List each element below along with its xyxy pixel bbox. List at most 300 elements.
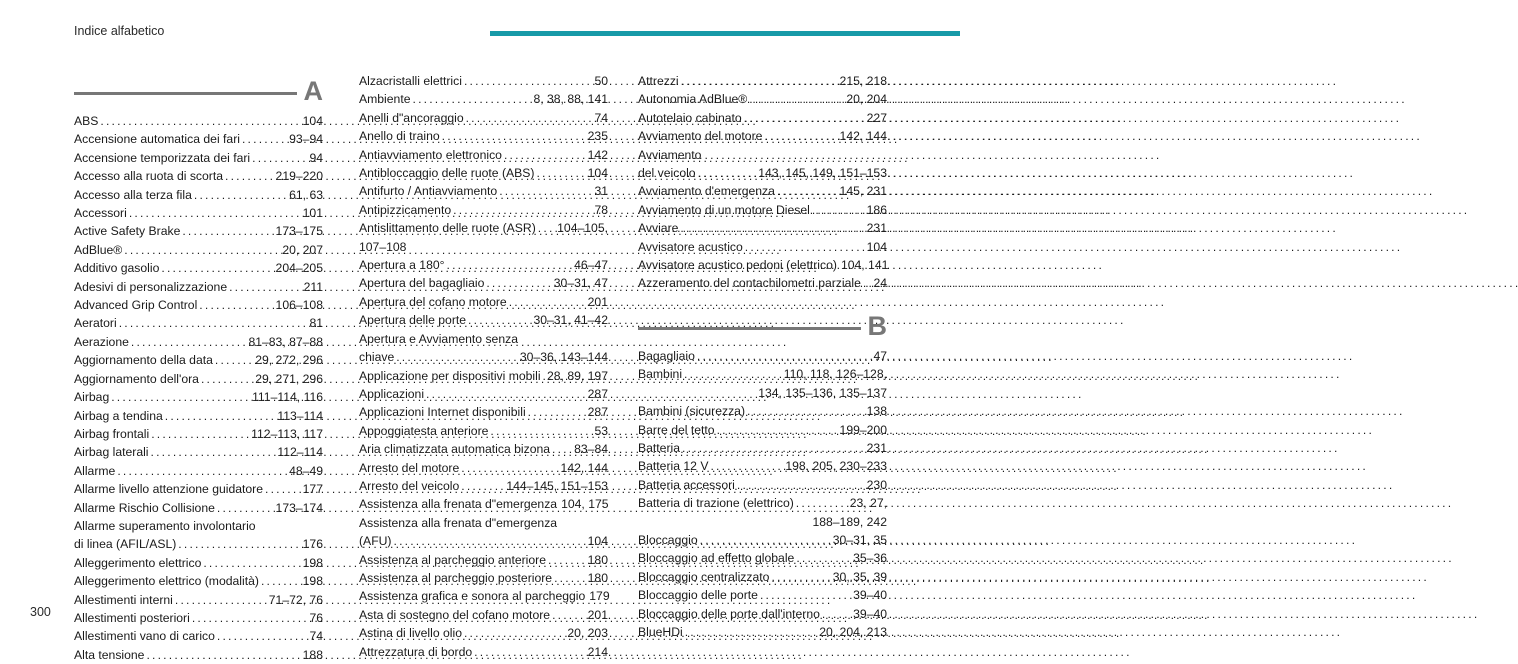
index-entry-term: Allarme livello attenzione guidatore — [74, 482, 264, 497]
dot-leader — [464, 72, 592, 90]
index-entry-line — [638, 531, 887, 549]
index-entry-list — [638, 347, 887, 642]
dot-leader — [466, 109, 593, 127]
index-entry-pages: 23, 27, — [849, 496, 887, 511]
index-entry-line — [74, 167, 323, 185]
index-entry-pages: 111–114, 116 — [252, 390, 323, 405]
index-entry-pages: 74 — [594, 110, 608, 125]
index-entry-term: AdBlue® — [74, 242, 123, 257]
index-entry-term: Aeratori — [74, 316, 117, 331]
index-entry — [74, 517, 323, 554]
index-entry — [74, 296, 323, 314]
index-entry-pages: 198 — [302, 555, 323, 570]
dot-leader — [129, 204, 301, 222]
index-entry-pages: 104 — [866, 239, 887, 254]
dot-leader — [536, 164, 585, 182]
dot-leader — [745, 238, 865, 256]
index-entry-term: Allestimenti posteriori — [74, 610, 190, 625]
index-entry-line — [638, 402, 887, 420]
section-letter: A — [303, 76, 323, 106]
page-header-title: Indice alfabetico — [74, 24, 165, 38]
index-entry — [74, 370, 323, 388]
index-entry — [638, 219, 887, 237]
index-entry-pages: 230 — [866, 477, 887, 492]
index-entry-term: Astina di livello olio — [359, 626, 462, 641]
index-entry-pages: 81–83, 87–88 — [248, 334, 323, 349]
index-entry-pages: 214 — [587, 644, 608, 659]
dot-leader — [447, 256, 573, 274]
index-entry-line — [74, 646, 323, 664]
dot-leader — [201, 370, 253, 388]
dot-leader — [165, 407, 276, 425]
dot-leader — [192, 609, 308, 627]
index-entry-line — [74, 609, 323, 627]
index-entry — [638, 623, 887, 641]
dot-leader — [681, 72, 838, 90]
dot-leader — [749, 90, 844, 108]
dot-leader — [215, 351, 253, 369]
index-entry-line — [74, 149, 323, 167]
index-entry-term: Aerazione — [74, 334, 129, 349]
index-entry-term: Avviare — [638, 221, 679, 236]
index-entry-term: Bloccaggio centralizzato — [638, 569, 770, 584]
index-entry — [359, 72, 608, 90]
index-entry-term: Accesso alla terza fila — [74, 187, 192, 202]
index-entry-term: Bagagliaio — [638, 348, 695, 363]
index-entry-term: Avviamento d'emergenza — [638, 184, 775, 199]
index-entry — [359, 146, 608, 164]
index-entry — [638, 146, 887, 183]
dot-leader — [203, 554, 300, 572]
index-entry-line — [359, 367, 608, 385]
index-entry — [74, 627, 323, 645]
index-entry-line — [359, 569, 608, 587]
index-column-1 — [74, 60, 323, 664]
index-entry-pages: 47 — [873, 348, 887, 363]
index-entry-line — [638, 549, 887, 567]
dot-leader — [124, 241, 280, 259]
dot-leader — [684, 365, 782, 383]
index-entry-line — [74, 499, 323, 517]
index-entry-term: Active Safety Brake — [74, 224, 181, 239]
index-entry-pages: 180 — [587, 570, 608, 585]
index-entry-pages-continued: 134, 135–136, 135–137 — [758, 385, 887, 400]
section-letter: B — [867, 310, 887, 341]
index-entry-line — [74, 370, 323, 388]
index-entry — [359, 403, 608, 421]
index-entry-term: Asta di sostegno del cofano motore — [359, 607, 551, 622]
index-entry-pages: 71–72, 76 — [268, 592, 323, 607]
index-entry-pages: 104 — [587, 534, 608, 549]
index-entry-line — [74, 480, 323, 498]
index-entry-line — [74, 535, 323, 553]
index-entry-pages: 231 — [866, 221, 887, 236]
index-entry-line — [74, 627, 323, 645]
dot-leader — [554, 569, 586, 587]
index-entry-pages: 173–175 — [275, 224, 323, 239]
index-entry — [359, 495, 608, 513]
index-entry-term: Autonomia AdBlue® — [638, 92, 748, 107]
dot-leader — [543, 367, 545, 385]
dot-leader — [486, 274, 551, 292]
index-entry-pages: 106–108 — [275, 298, 323, 313]
index-entry — [638, 365, 887, 402]
index-entry-term: Allestimenti vano di carico — [74, 629, 215, 644]
index-entry-pages: 29, 272, 296 — [255, 353, 323, 368]
dot-leader — [426, 385, 586, 403]
index-entry-pages: 53 — [594, 423, 608, 438]
index-entry-pages: 101 — [302, 206, 323, 221]
index-entry — [638, 274, 887, 292]
dot-leader — [499, 182, 592, 200]
index-entry — [359, 109, 608, 127]
index-entry-pages: 46–47 — [574, 258, 608, 273]
dot-leader — [490, 422, 592, 440]
page-number: 300 — [30, 605, 51, 619]
index-entry-pages: 50 — [594, 74, 608, 88]
dot-leader — [225, 167, 274, 185]
index-entry — [74, 609, 323, 627]
index-entry — [359, 274, 608, 292]
index-entry-term: Accensione automatica dei fari — [74, 132, 240, 147]
dot-leader — [822, 605, 851, 623]
index-entry — [638, 568, 887, 586]
index-entry-term: Assistenza alla frenata d"emergenza — [359, 497, 558, 512]
index-entry-line — [638, 494, 887, 512]
dot-leader — [394, 532, 586, 550]
index-entry-line — [638, 127, 887, 145]
dot-leader — [698, 164, 757, 182]
dot-leader — [442, 127, 586, 145]
index-entry-line — [359, 201, 608, 219]
index-entry — [74, 480, 323, 498]
index-entry-pages: 39–40 — [853, 606, 887, 621]
index-entry — [359, 367, 608, 385]
dot-leader — [194, 186, 287, 204]
index-entry-term: ABS — [74, 114, 99, 128]
index-entry — [638, 457, 887, 475]
index-entry-line — [74, 259, 323, 277]
index-entry — [74, 112, 323, 130]
index-entry-line — [359, 219, 608, 237]
index-entry — [359, 624, 608, 642]
index-entry-term: Arresto del veicolo — [359, 478, 460, 493]
dot-leader — [685, 623, 818, 641]
index-entry-pages: 83–84 — [574, 442, 608, 457]
index-entry-pages: 104–105, — [557, 221, 608, 236]
dot-leader — [710, 457, 783, 475]
index-entry-term: Airbag frontali — [74, 426, 150, 441]
index-entry-pages: 30–31, 41–42 — [533, 313, 608, 328]
dot-leader — [413, 90, 532, 108]
index-entry — [74, 591, 323, 609]
dot-leader — [682, 439, 865, 457]
index-entry-line — [359, 587, 608, 605]
dot-leader — [242, 130, 287, 148]
section-heading — [74, 74, 323, 110]
index-entry-line — [359, 127, 608, 145]
index-entry-pages: 20, 204 — [846, 92, 887, 107]
index-entry-term: Azzeramento del contachilometri parziale — [638, 276, 861, 291]
index-entry-term: Anelli d"ancoraggio — [359, 110, 464, 125]
index-entry-pages: 104, 141 — [840, 258, 889, 273]
index-entry — [74, 130, 323, 148]
index-entry-term: Aggiornamento della data — [74, 353, 213, 368]
dot-leader — [764, 127, 837, 145]
index-entry-term: Accesso alla ruota di scorta — [74, 169, 224, 184]
index-entry-line — [359, 551, 608, 569]
index-entry — [359, 201, 608, 219]
index-entry-pages: 287 — [587, 386, 608, 401]
index-entry-line — [359, 72, 608, 90]
index-entry — [359, 293, 608, 311]
index-entry-term: Antiavviamento elettronico — [359, 147, 502, 162]
dot-leader — [468, 311, 531, 329]
index-entry-line — [359, 90, 608, 108]
index-entry-term: Antifurto / Antiavviamento — [359, 184, 498, 199]
index-entry-line — [638, 623, 887, 641]
index-entry-term: Attrezzi — [638, 74, 679, 88]
index-entry-line — [74, 241, 323, 259]
index-entry-line — [638, 365, 887, 383]
index-entry — [638, 421, 887, 439]
index-entry-term: Antislittamento delle ruote (ASR) — [359, 221, 536, 236]
index-entry-line — [74, 443, 323, 461]
dot-leader — [217, 627, 308, 645]
index-entry-line — [638, 439, 887, 457]
dot-leader — [131, 333, 247, 351]
index-entry-line — [638, 238, 887, 256]
index-entry-term: Accensione temporizzata dei fari — [74, 150, 251, 165]
index-entry — [359, 459, 608, 477]
section-rule — [74, 92, 297, 95]
index-entry-line — [359, 643, 608, 661]
index-entry-pages: 113–114 — [277, 408, 323, 423]
index-entry-term: Avvisatore acustico — [638, 239, 743, 254]
index-entry-line — [74, 130, 323, 148]
index-entry-line — [638, 201, 887, 219]
dot-leader — [229, 278, 301, 296]
dot-leader — [146, 646, 300, 664]
index-entry-pages: 30–31, 35 — [832, 532, 887, 547]
index-entry — [74, 572, 323, 590]
dot-leader — [252, 149, 307, 167]
index-entry-term: Airbag a tendina — [74, 408, 163, 423]
index-entry — [638, 127, 887, 145]
index-entry — [638, 90, 887, 108]
index-entry-line — [638, 164, 887, 182]
index-entry-pages: 138 — [866, 404, 887, 419]
index-entry-line — [359, 403, 608, 421]
index-entry-pages: 142, 144 — [560, 460, 608, 475]
index-entry-line — [359, 606, 608, 624]
index-entry-line — [359, 532, 608, 550]
dot-leader — [697, 347, 872, 365]
index-entry-pages: 198, 205, 230–233 — [785, 459, 887, 474]
index-entry-line — [638, 586, 887, 604]
index-entry — [359, 643, 608, 661]
index-entry-term: Autotelaio cabinato — [638, 110, 742, 125]
index-entry — [74, 554, 323, 572]
index-entry-line — [74, 591, 323, 609]
index-entry-term: Bloccaggio — [638, 532, 698, 547]
dot-leader — [700, 531, 831, 549]
index-entry-line — [74, 388, 323, 406]
index-entry — [74, 278, 323, 296]
index-entry-pages: 235 — [587, 129, 608, 144]
index-entry-pages: 186 — [866, 202, 887, 217]
index-entry-line — [74, 314, 323, 332]
index-entry-term: Batteria 12 V — [638, 459, 709, 474]
index-entry-line — [638, 476, 887, 494]
dot-leader — [151, 425, 249, 443]
index-entry-pages: 199–200 — [839, 422, 887, 437]
index-entry — [638, 402, 887, 420]
dot-leader — [175, 591, 267, 609]
index-entry-pages: 219–220 — [275, 169, 323, 184]
dot-leader — [464, 624, 565, 642]
index-entry-line — [74, 296, 323, 314]
dot-leader — [717, 421, 838, 439]
index-entry-pages: 104 — [302, 114, 323, 128]
dot-leader — [552, 440, 572, 458]
index-entry-pages: 215, 218 — [839, 74, 887, 88]
index-entry-term-line: Allarme superamento involontario — [74, 518, 256, 533]
index-entry-pages: 188 — [302, 647, 323, 662]
index-entry-line — [638, 457, 887, 475]
index-entry-term: Applicazione per dispositivi mobili — [359, 368, 541, 383]
index-entry-pages: 48–49 — [289, 463, 323, 478]
index-entry-line — [359, 256, 608, 274]
index-entry — [638, 531, 887, 549]
index-entry — [74, 204, 323, 222]
index-entry — [638, 72, 887, 90]
index-entry — [638, 605, 887, 623]
index-entry — [359, 385, 608, 403]
index-entry-line — [638, 568, 887, 586]
section-rule — [638, 327, 861, 330]
index-entry-term: Apertura del cofano motore — [359, 294, 507, 309]
index-entry-line — [638, 274, 887, 292]
index-entry — [359, 182, 608, 200]
index-entry-pages: 104, 175 — [561, 497, 609, 512]
index-column-2 — [359, 72, 608, 661]
index-entry-term: Assistenza al parcheggio anteriore — [359, 552, 546, 567]
dot-leader — [760, 586, 851, 604]
index-entry-line — [359, 385, 608, 403]
index-entry-line — [359, 182, 608, 200]
index-entry — [359, 569, 608, 587]
index-entry-term: Apertura a 180° — [359, 258, 445, 273]
index-entry-list — [638, 72, 887, 293]
index-entry — [74, 186, 323, 204]
index-entry — [74, 149, 323, 167]
index-entry — [74, 462, 323, 480]
index-entry-term: Aria climatizzata automatica bizona — [359, 442, 551, 457]
index-entry-list — [359, 72, 608, 661]
dot-leader — [453, 201, 592, 219]
dot-leader — [217, 499, 274, 517]
index-entry-pages: 110, 118, 126–128, — [783, 367, 887, 382]
index-entry — [359, 606, 608, 624]
index-entry-pages: 211 — [303, 279, 323, 294]
index-entry-term: Allarme Rischio Collisione — [74, 500, 215, 515]
index-entry-term: Arresto del motore — [359, 460, 460, 475]
index-entry-line — [359, 459, 608, 477]
dot-leader — [111, 388, 250, 406]
index-entry-list — [74, 112, 323, 664]
index-entry-term: Batteria — [638, 440, 681, 455]
dot-leader — [117, 462, 287, 480]
index-entry-line — [74, 554, 323, 572]
index-entry-line — [638, 90, 887, 108]
index-entry-term: Attrezzatura di bordo — [359, 644, 473, 659]
index-entry-pages: 142, 144 — [839, 129, 887, 144]
index-entry — [359, 514, 608, 551]
index-entry — [74, 388, 323, 406]
index-entry — [638, 586, 887, 604]
index-entry-line — [74, 351, 323, 369]
index-entry-pages: 28, 89, 197 — [547, 368, 608, 383]
index-entry-pages: 144–145, 151–153 — [506, 478, 608, 493]
dot-leader — [744, 109, 865, 127]
index-entry-term: Anello di traino — [359, 129, 440, 144]
index-entry-term: Ambiente — [359, 92, 411, 107]
index-entry-pages: 142 — [587, 147, 608, 162]
index-entry — [638, 494, 887, 531]
dot-leader — [504, 146, 586, 164]
index-entry-pages: 180 — [587, 552, 608, 567]
index-entry-line — [638, 347, 887, 365]
index-entry-term: Alta tensione — [74, 647, 145, 662]
index-entry-pages: 173–174 — [275, 500, 323, 515]
index-entry-term: Alzacristalli elettrici — [359, 74, 462, 88]
index-entry-line — [74, 278, 323, 296]
index-entry-pages: 179 — [589, 589, 610, 604]
index-entry-pages-continued: 107–108 — [359, 239, 407, 254]
section-heading — [638, 309, 887, 345]
index-entry-line — [359, 477, 608, 495]
index-entry-term: Adesivi di personalizzazione — [74, 279, 228, 294]
index-entry-pages: 81 — [309, 316, 323, 331]
index-entry-line — [359, 348, 608, 366]
index-entry-line — [74, 425, 323, 443]
index-entry-term: Bloccaggio delle porte dall'interno — [638, 606, 820, 621]
index-entry-line — [359, 422, 608, 440]
index-entry — [638, 256, 887, 274]
dot-leader — [261, 572, 301, 590]
index-entry-line — [359, 495, 608, 513]
index-entry-term: Applicazioni Internet disponibili — [359, 405, 526, 420]
dot-leader — [461, 459, 558, 477]
index-entry — [74, 314, 323, 332]
index-entry — [74, 407, 323, 425]
index-entry-pages: 204–205 — [275, 261, 323, 276]
index-entry-pages: 78 — [594, 202, 608, 217]
index-entry-term: Airbag laterali — [74, 445, 149, 460]
index-entry — [74, 259, 323, 277]
index-entry-term: di linea (AFIL/ASL) — [74, 537, 177, 552]
index-entry — [638, 549, 887, 567]
index-entry-line — [74, 222, 323, 240]
index-entry — [74, 499, 323, 517]
index-entry-pages: 112–113, 117 — [251, 426, 323, 441]
index-entry-line — [359, 109, 608, 127]
dot-leader — [548, 551, 586, 569]
index-entry-line — [638, 72, 887, 90]
index-entry-term: Bambini — [638, 367, 683, 382]
index-entry-pages: 176 — [302, 537, 323, 552]
